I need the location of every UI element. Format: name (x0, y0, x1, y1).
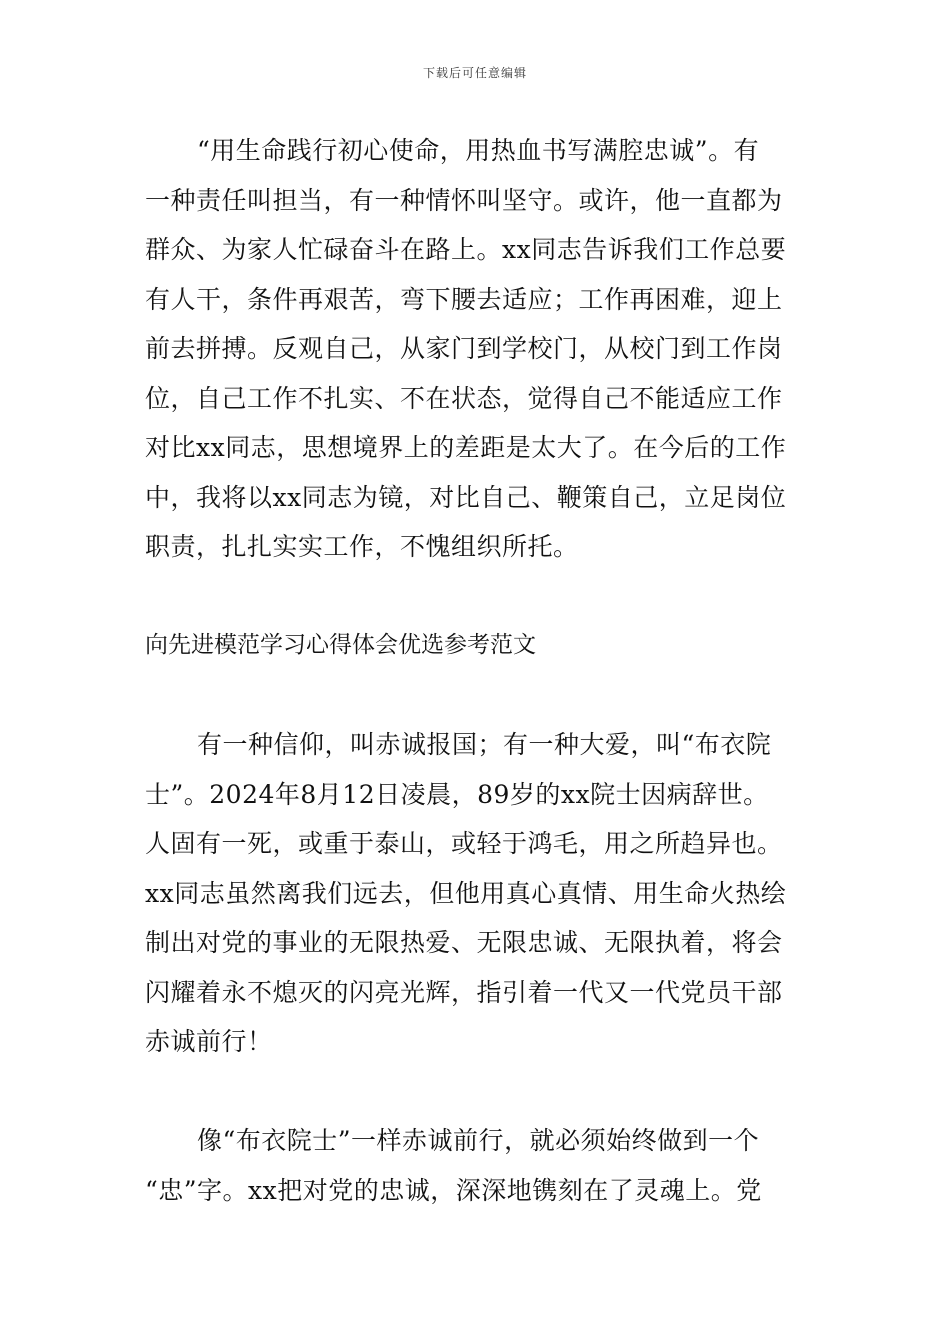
paragraph-line: 中，我将以xx同志为镜，对比自己、鞭策自己，立足岗位 (145, 482, 787, 512)
spacer (145, 572, 815, 622)
paragraph-line: 一种责任叫担当，有一种情怀叫坚守。或许，他一直都为 (145, 185, 783, 215)
paragraph-line: xx同志虽然离我们远去，但他用真心真情、用生命火热绘 (145, 878, 787, 908)
paragraph-3 (145, 1116, 815, 1215)
paragraph-line: 前去拼搏。反观自己，从家门到学校门，从校门到工作岗 (145, 334, 783, 363)
paragraph-line: 对比xx同志，思想境界上的差距是太大了。在今后的工作 (145, 433, 787, 462)
paragraph-line: 人固有一死，或重于泰山，或轻于鸿毛，用之所趋异也。 (145, 829, 783, 858)
page-header-note: 下载后可任意编辑 (422, 66, 527, 80)
paragraph-line: 士”。2024年8月12日凌晨，89岁的xx院士因病辞世。 (145, 779, 769, 809)
paragraph-line: 群众、为家人忙碌奋斗在路上。xx同志告诉我们工作总要 (145, 235, 787, 264)
paragraph-line: 闪耀着永不熄灭的闪亮光辉，指引着一代又一代党员干部 (145, 977, 783, 1007)
paragraph-line: “忠”字。xx把对党的忠诚，深深地镌刻在了灵魂上。党 (145, 1175, 762, 1205)
paragraph-2 (145, 720, 815, 1067)
paragraph-line: “用生命践行初心使命，用热血书写满腔忠诚”。有 (197, 136, 760, 165)
paragraph-line: 职责，扎扎实实工作，不愧组织所托。 (145, 532, 579, 561)
paragraph-line: 制出对党的事业的无限热爱、无限忠诚、无限执着，将会 (145, 928, 783, 957)
section-title: 向先进模范学习心得体会优选参考范文 (145, 632, 536, 658)
spacer (145, 1067, 815, 1117)
paragraph-line: 位，自己工作不扎实、不在状态，觉得自己不能适应工作 (145, 383, 783, 413)
paragraph-line: 像“布衣院士”一样赤诚前行，就必须始终做到一个 (197, 1126, 760, 1155)
paragraph-1 (145, 126, 815, 572)
paragraph-line: 有一种信仰，叫赤诚报国；有一种大爱，叫“布衣院 (197, 730, 772, 759)
document-body (145, 126, 815, 1215)
paragraph-line: 有人干，条件再艰苦，弯下腰去适应；工作再困难，迎上 (145, 284, 783, 314)
paragraph-line: 赤诚前行！ (145, 1027, 273, 1056)
spacer (145, 671, 815, 721)
